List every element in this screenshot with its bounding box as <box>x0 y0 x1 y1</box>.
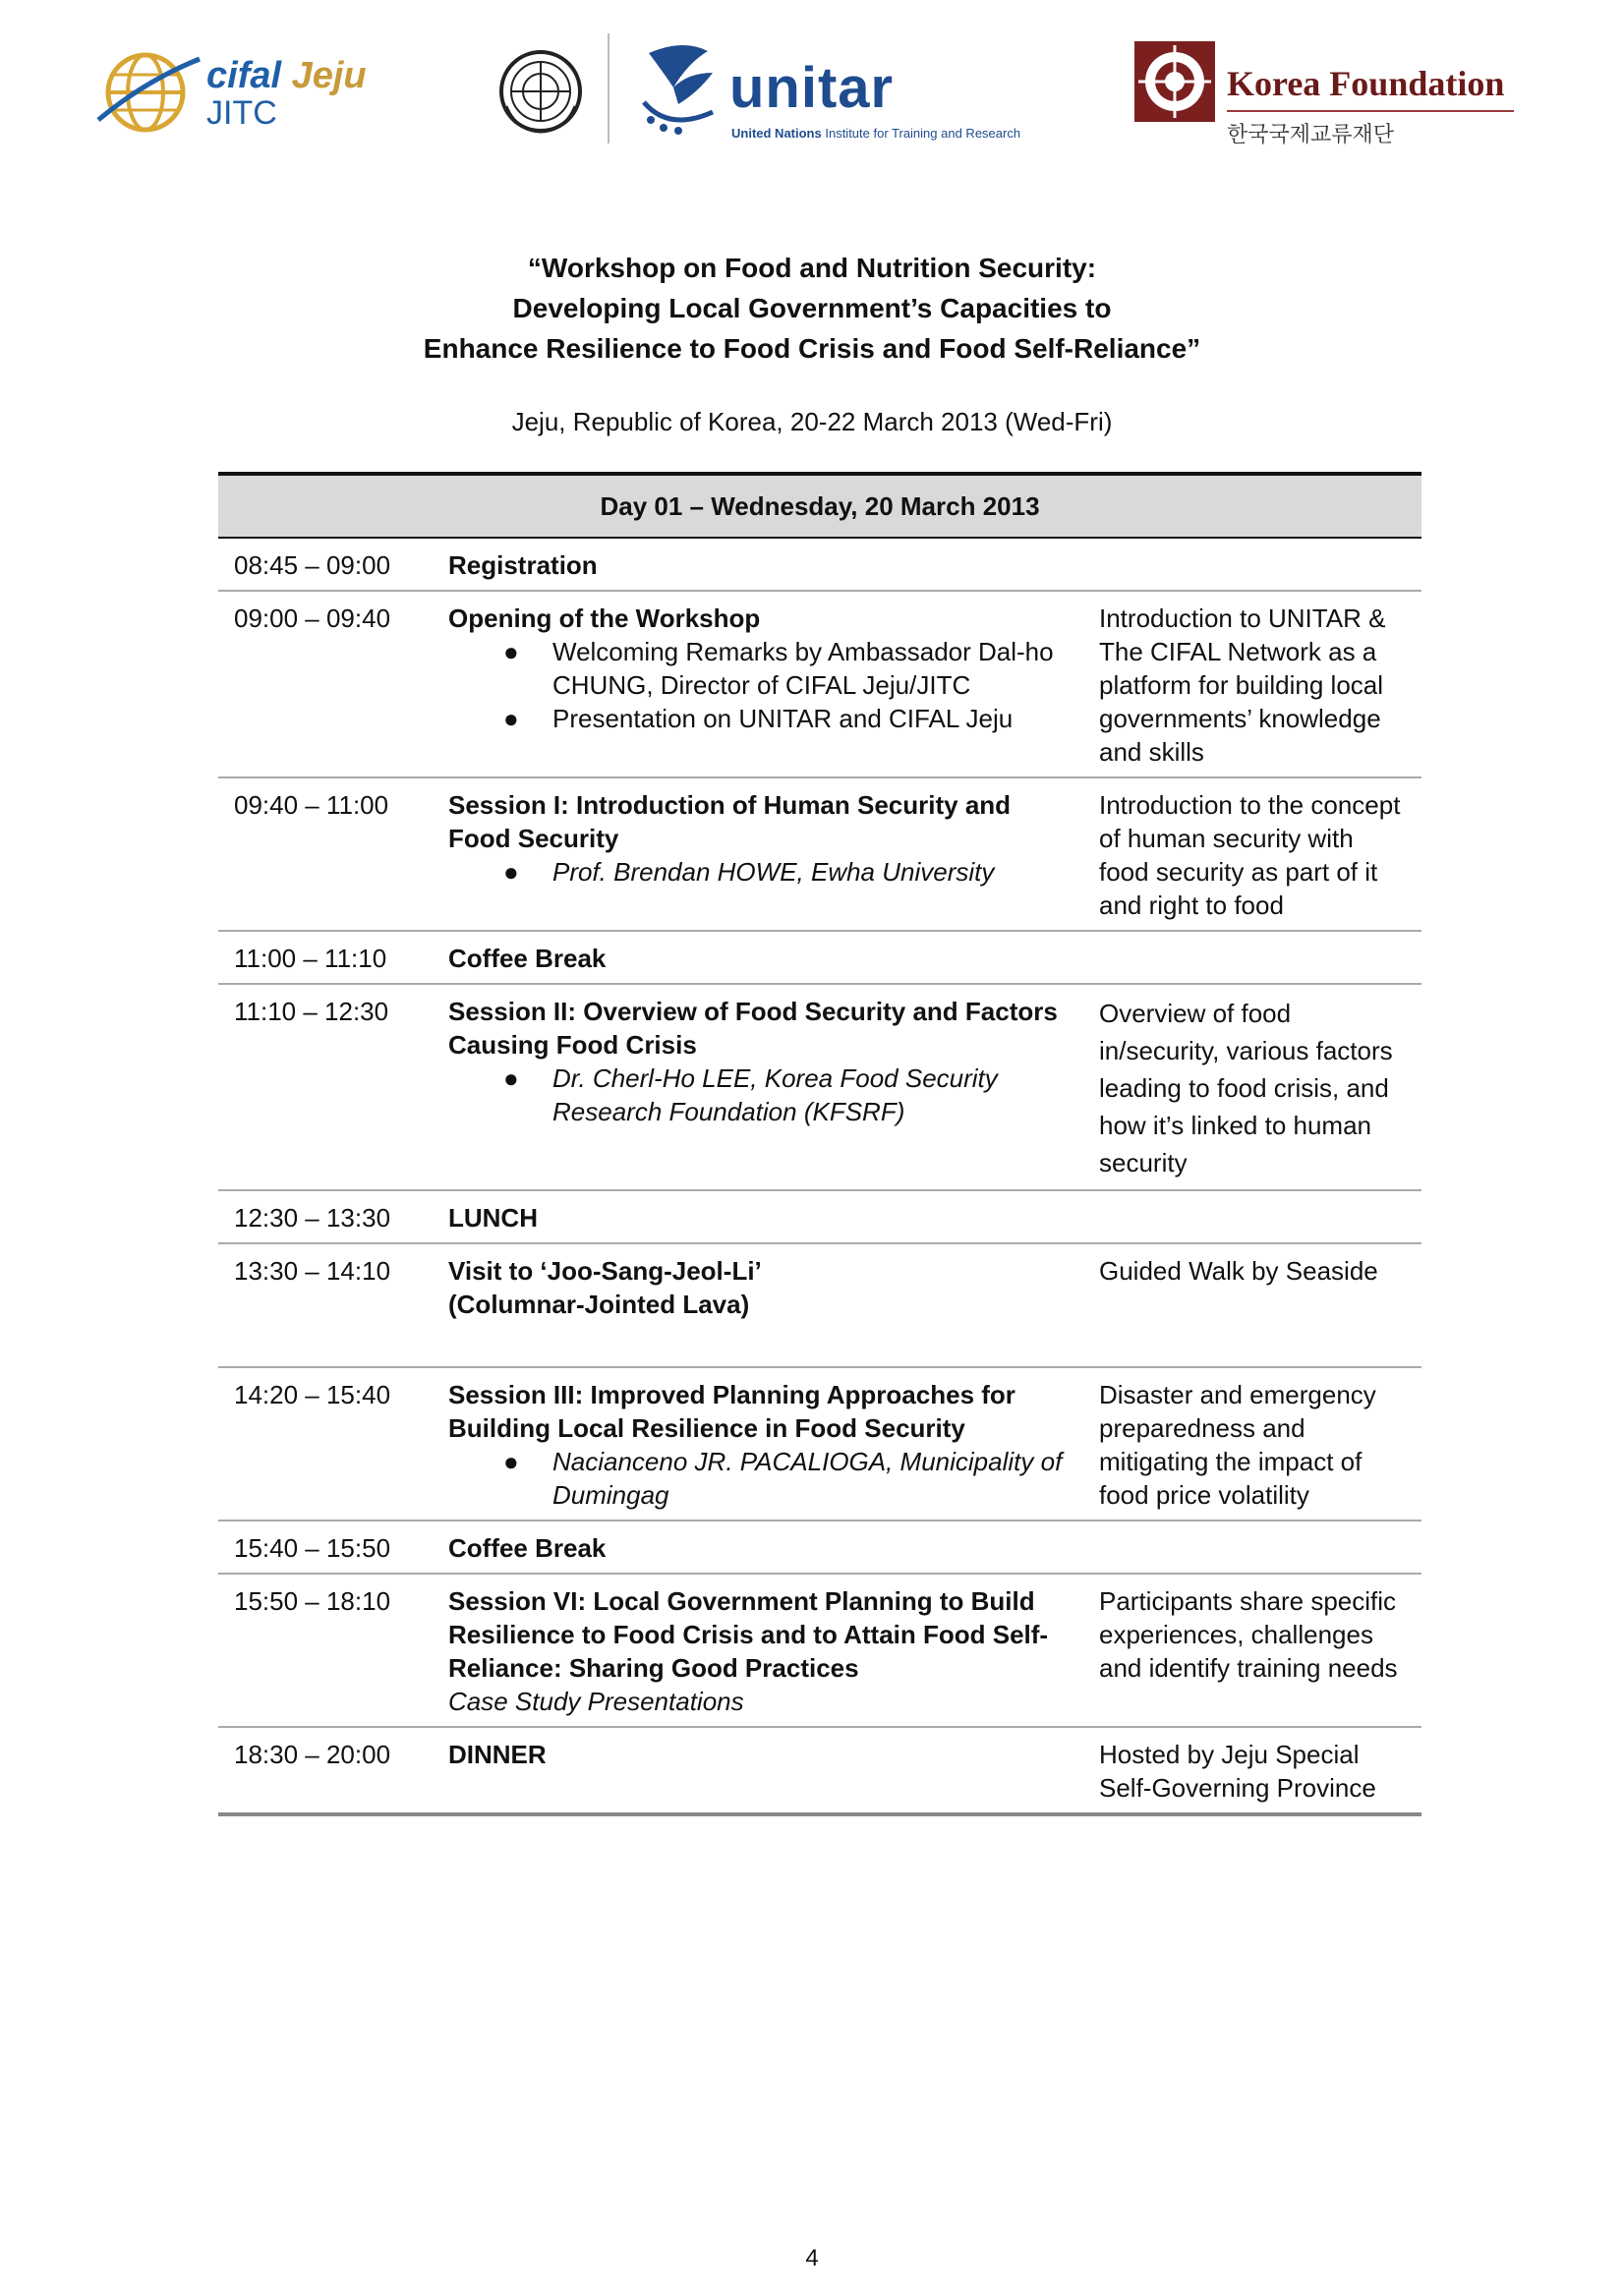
row-session: Visit to ‘Joo-Sang-Jeol-Li’ <box>448 1256 762 1286</box>
table-row <box>218 1727 1421 1814</box>
row-session: Session III: Improved Planning Approaches for Building Local Resilience in Food Security <box>448 1380 1015 1443</box>
unitar-subtitle: United Nations Institute for Training and Research <box>731 126 1021 141</box>
day-header-row <box>218 474 1421 538</box>
row-time: 15:40 – 15:50 <box>218 1521 433 1574</box>
row-description: Guided Walk by Seaside <box>1089 1243 1421 1367</box>
row-time: 15:50 – 18:10 <box>218 1574 433 1727</box>
table-row <box>218 984 1421 1190</box>
row-description: Overview of food in/security, various factors leading to food crisis, and how it’s linked to human security <box>1089 984 1421 1190</box>
row-time: 14:20 – 15:40 <box>218 1367 433 1521</box>
list-item: ● Nacianceno JR. PACALIOGA, Municipality of Dumingag <box>503 1447 1063 1510</box>
bullet-icon: ● <box>503 704 519 733</box>
row-time: 09:40 – 11:00 <box>218 777 433 931</box>
bullet-icon: ● <box>503 637 519 666</box>
row-description: Introduction to UNITAR & The CIFAL Network as a platform for building local governments’ knowledge and skills <box>1089 591 1421 777</box>
table-row <box>218 1367 1421 1521</box>
table-row <box>218 1190 1421 1243</box>
row-description: Hosted by Jeju Special Self-Governing Province <box>1089 1727 1421 1814</box>
speaker-list <box>448 635 1073 735</box>
korea-foundation-wordmark: Korea Foundation <box>1227 64 1505 103</box>
cifal-wordmark: cifal Jeju <box>206 55 367 96</box>
list-item: ● Presentation on UNITAR and CIFAL Jeju <box>503 704 1014 733</box>
cifal-jeju-logo <box>96 41 391 140</box>
un-emblem <box>496 47 585 136</box>
korea-foundation-logo <box>1132 39 1526 147</box>
row-time: 12:30 – 13:30 <box>218 1190 433 1243</box>
table-row <box>218 1521 1421 1574</box>
table-row <box>218 538 1421 591</box>
row-description <box>1089 1190 1421 1243</box>
row-session: Session II: Overview of Food Security and Factors Causing Food Crisis <box>448 997 1058 1060</box>
row-session-sub: (Columnar-Jointed Lava) <box>448 1290 750 1319</box>
row-description: Participants share specific experiences, challenges and identify training needs <box>1089 1574 1421 1727</box>
speaker-list <box>448 1445 1073 1512</box>
row-session: Coffee Break <box>448 1533 607 1563</box>
workshop-location-date: Jeju, Republic of Korea, 20-22 March 2013 (Wed-Fri) <box>511 407 1113 436</box>
unitar-wordmark: unitar <box>729 56 895 120</box>
row-time: 13:30 – 14:10 <box>218 1243 433 1367</box>
speaker-list <box>448 855 1073 889</box>
row-session: Coffee Break <box>448 944 607 973</box>
day-header: Day 01 – Wednesday, 20 March 2013 <box>218 474 1421 538</box>
bullet-icon: ● <box>503 857 519 887</box>
row-description: Disaster and emergency preparedness and mitigating the impact of food price volatility <box>1089 1367 1421 1521</box>
table-row <box>218 1574 1421 1727</box>
row-session: Session I: Introduction of Human Security and Food Security <box>448 790 1012 853</box>
row-time: 11:10 – 12:30 <box>218 984 433 1190</box>
title-line-2: Developing Local Government’s Capacities to <box>512 293 1112 323</box>
table-row <box>218 777 1421 931</box>
row-session: Registration <box>448 550 598 580</box>
row-time: 09:00 – 09:40 <box>218 591 433 777</box>
title-line-3: Enhance Resilience to Food Crisis and Food Self-Reliance” <box>423 333 1201 364</box>
bullet-icon: ● <box>503 1447 519 1476</box>
bullet-icon: ● <box>503 1063 519 1093</box>
kf-underline <box>1227 110 1514 112</box>
row-time: 18:30 – 20:00 <box>218 1727 433 1814</box>
table-row <box>218 931 1421 984</box>
title-line-1: “Workshop on Food and Nutrition Security: <box>527 253 1097 283</box>
row-time: 11:00 – 11:10 <box>218 931 433 984</box>
list-item: ● Dr. Cherl-Ho LEE, Korea Food Security Research Foundation (KFSRF) <box>503 1063 998 1126</box>
table-row <box>218 1243 1421 1367</box>
row-note: Case Study Presentations <box>448 1687 744 1716</box>
unitar-emblem-icon <box>629 33 727 142</box>
row-description: Introduction to the concept of human security with food security as part of it and right to food <box>1089 777 1421 931</box>
logo-bar <box>0 28 1624 165</box>
list-item: ● Welcoming Remarks by Ambassador Dal-ho CHUNG, Director of CIFAL Jeju/JITC <box>503 637 1054 700</box>
globe-icon <box>96 41 204 140</box>
row-description <box>1089 1521 1421 1574</box>
row-time: 08:45 – 09:00 <box>218 538 433 591</box>
workshop-title <box>0 248 1624 369</box>
korea-foundation-korean: 한국국제교류재단 <box>1227 122 1395 146</box>
row-description <box>1089 538 1421 591</box>
un-emblem-icon <box>496 47 585 136</box>
speaker-list <box>448 1062 1073 1128</box>
row-session: Session VI: Local Government Planning to Build Resilience to Food Crisis and to Attain Food Self-Reliance: Sharing Good Practices <box>448 1586 1049 1683</box>
list-item: ● Prof. Brendan HOWE, Ewha University <box>503 857 995 887</box>
schedule-table <box>218 472 1421 1816</box>
logo-divider <box>608 33 609 144</box>
table-row <box>218 591 1421 777</box>
cifal-sub: JITC <box>206 94 277 132</box>
row-session: Opening of the Workshop <box>448 603 761 633</box>
row-session: DINNER <box>448 1740 547 1769</box>
row-session: LUNCH <box>448 1203 538 1233</box>
korea-foundation-emblem-icon <box>1132 39 1217 128</box>
page-number: 4 <box>805 2245 819 2271</box>
row-description <box>1089 931 1421 984</box>
unitar-logo <box>629 33 1072 151</box>
